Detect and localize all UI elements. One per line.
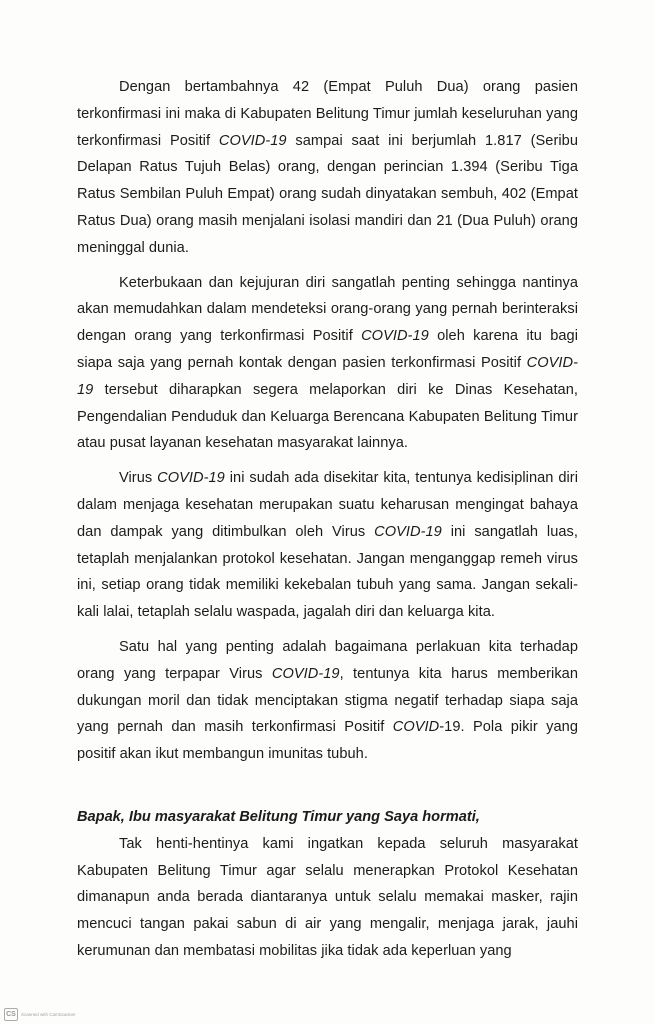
paragraph-3-text-3: ini sangatlah luas, tetaplah menjalankan protokol kesehatan. Jangan menganggap remeh virus ini, setiap orang tidak memiliki kekebalan tubuh yang sama. Jangan sekali-kali lalai, tetaplah selalu waspada, jagalah diri dan keluarga kita.: [77, 523, 578, 621]
covid-term: COVID-19: [361, 328, 429, 345]
document-page: [77, 74, 578, 965]
covid-term: COVID-19: [157, 470, 225, 487]
paragraph-4-text-1: Satu hal yang penting adalah bagaimana perlakuan kita terhadap orang yang terpapar Virus: [77, 638, 578, 682]
covid-term: COVID-19: [271, 665, 340, 682]
paragraph-4-text-2: , tentunya kita harus memberikan dukungan moril dan tidak menciptakan stigma negatif terhadap siapa saja yang pernah dan masih terkonfirmasi Positif: [77, 665, 578, 736]
paragraph-4-text-3: -19. Pola pikir yang positif akan ikut membangun imunitas tubuh.: [77, 719, 578, 763]
covid-term: COVID-19: [77, 354, 578, 398]
paragraph-1: [77, 74, 578, 262]
paragraph-2: [77, 270, 578, 458]
paragraph-2-text-3: tersebut diharapkan segera melaporkan diri ke Dinas Kesehatan, Pengendalian Penduduk dan Keluarga Berencana Kabupaten Belitung Timur atau pusat layanan kesehatan masyarakat lainnya.: [77, 381, 578, 452]
scanner-watermark-text: Scanned with CamScanner: [21, 1012, 76, 1017]
covid-term: COVID-19: [374, 523, 442, 540]
paragraph-2-text-2: oleh karena itu bagi siapa saja yang pernah kontak dengan pasien terkonfirmasi Positif: [77, 328, 578, 371]
salutation-heading: Bapak, Ibu masyarakat Belitung Timur yang Saya hormati,: [77, 808, 480, 825]
camscanner-logo-icon: CS: [4, 1008, 18, 1021]
paragraph-5: Tak henti-hentinya kami ingatkan kepada seluruh masyarakat Kabupaten Belitung Timur agar selalu menerapkan Protokol Kesehatan dimanapun anda berada diantaranya untuk selalu memakai masker, rajin mencuci tangan pakai sabun di air yang mengalir, menjaga jarak, jauhi kerumunan dan membatasi mobilitas jika tidak ada keperluan yang: [77, 835, 578, 959]
scanner-watermark: [4, 1008, 76, 1021]
paragraph-1-text-2: sampai saat ini berjumlah 1.817 (Seribu Delapan Ratus Tujuh Belas) orang, dengan perincian 1.394 (Seribu Tiga Ratus Sembilan Puluh Empat) orang sudah dinyatakan sembuh, 402 (Empat Ratus Dua) orang masih menjalani isolasi mandiri dan 21 (Dua Puluh) orang meninggal dunia.: [77, 132, 578, 256]
paragraph-3-text-1: Virus: [119, 470, 158, 487]
paragraph-1-text-1: Dengan bertambahnya 42 (Empat Puluh Dua) orang pasien terkonfirmasi ini maka di Kabupaten Belitung Timur jumlah keseluruhan yang terkonfirmasi Positif: [77, 79, 578, 149]
covid-term: COVID: [392, 719, 440, 736]
paragraph-3-text-2: ini sudah ada disekitar kita, tentunya kedisiplinan diri dalam menjaga kesehatan merupakan suatu keharusan mengingat bahaya dan dampak yang ditimbulkan oleh Virus: [77, 470, 578, 540]
covid-term: COVID-19: [218, 132, 287, 149]
paragraph-4: [77, 634, 578, 768]
paragraph-2-text-1: Keterbukaan dan kejujuran diri sangatlah penting sehingga nantinya akan memudahkan dalam mendeteksi orang-orang yang pernah berinteraksi dengan orang yang terkonfirmasi Positif: [77, 274, 578, 345]
paragraph-3: [77, 465, 578, 626]
